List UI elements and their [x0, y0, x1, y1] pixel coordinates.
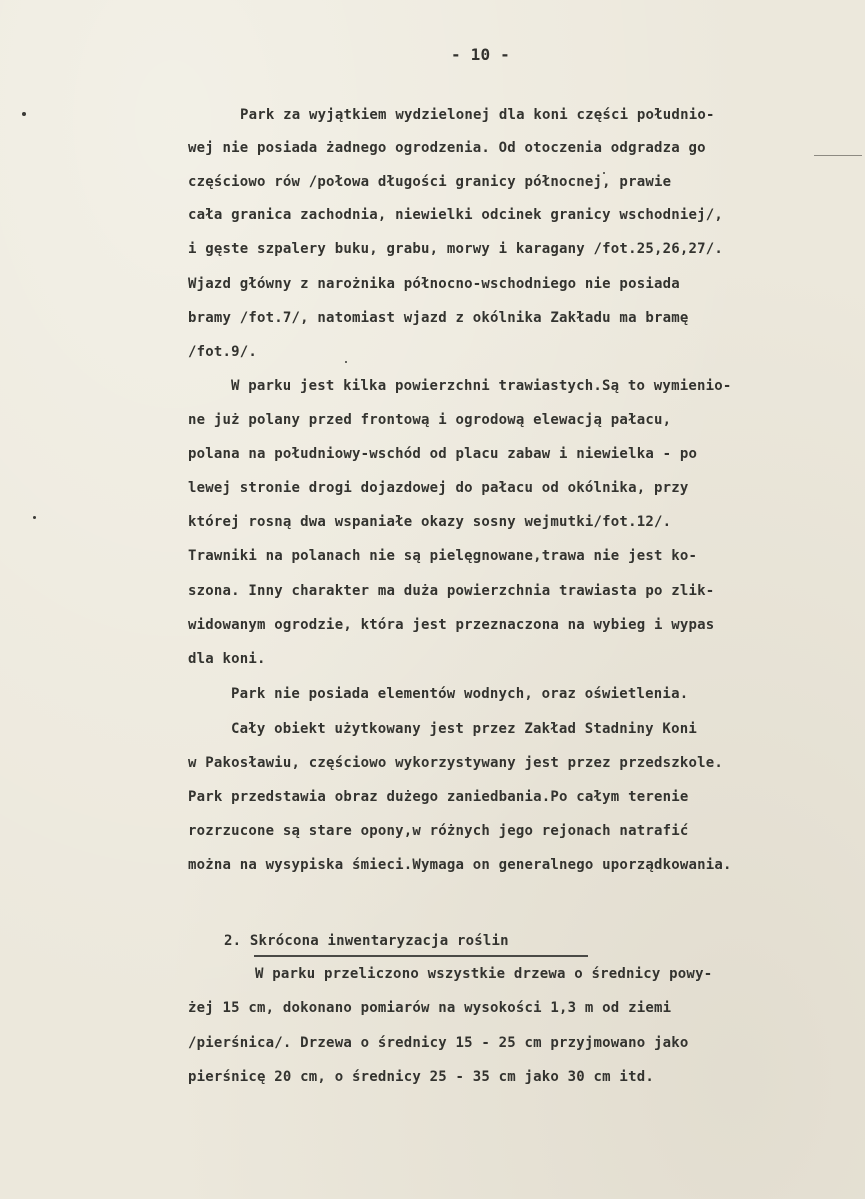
text-line: lewej stronie drogi dojazdowej do pałacu od okólnika, przy	[188, 480, 689, 496]
scan-speck	[33, 516, 36, 519]
section-heading-underline	[254, 955, 588, 957]
text-line: rozrzucone są stare opony,w różnych jego rejonach natrafić	[188, 823, 689, 839]
scan-speck	[22, 112, 26, 116]
text-line: pierśnicę 20 cm, o średnicy 25 - 35 cm jako 30 cm itd.	[188, 1069, 654, 1085]
text-line: Park nie posiada elementów wodnych, oraz oświetlenia.	[231, 686, 689, 702]
scan-stray-line	[814, 155, 862, 156]
text-line: widowanym ogrodzie, która jest przeznaczona na wybieg i wypas	[188, 617, 715, 633]
text-line: żej 15 cm, dokonano pomiarów na wysokości 1,3 m od ziemi	[188, 1000, 672, 1016]
text-line: bramy /fot.7/, natomiast wjazd z okólnika Zakładu ma bramę	[188, 310, 689, 326]
text-line: /pierśnica/. Drzewa o średnicy 15 - 25 cm przyjmowano jako	[188, 1035, 689, 1051]
text-line: w Pakosławiu, częściowo wykorzystywany jest przez przedszkole.	[188, 755, 723, 771]
text-line: Trawniki na polanach nie są pielęgnowane,trawa nie jest ko-	[188, 548, 698, 564]
page-number: - 10 -	[451, 45, 510, 64]
text-line: której rosną dwa wspaniałe okazy sosny wejmutki/fot.12/.	[188, 514, 672, 530]
text-line: można na wysypiska śmieci.Wymaga on generalnego uporządkowania.	[188, 857, 732, 873]
text-line: Park za wyjątkiem wydzielonej dla koni części południo-	[240, 107, 715, 123]
text-line: dla koni.	[188, 651, 266, 667]
text-line: wej nie posiada żadnego ogrodzenia. Od otoczenia odgradza go	[188, 140, 706, 156]
text-line: Cały obiekt użytkowany jest przez Zakład Stadniny Koni	[231, 721, 697, 737]
text-line: ne już polany przed frontową i ogrodową elewacją pałacu,	[188, 412, 672, 428]
text-line: cała granica zachodnia, niewielki odcinek granicy wschodniej/,	[188, 207, 723, 223]
section-heading: 2. Skrócona inwentaryzacja roślin	[224, 933, 509, 949]
text-line: polana na południowy-wschód od placu zabaw i niewielka - po	[188, 446, 698, 462]
text-line: W parku przeliczono wszystkie drzewa o średnicy powy-	[255, 966, 713, 982]
scan-speck	[345, 361, 347, 363]
text-line: częściowo rów /połowa długości granicy północnej, prawie	[188, 174, 672, 190]
scan-speck	[603, 172, 605, 174]
text-line: Park przedstawia obraz dużego zaniedbania.Po całym terenie	[188, 789, 689, 805]
text-line: W parku jest kilka powierzchni trawiastych.Są to wymienio-	[231, 378, 732, 394]
text-line: i gęste szpalery buku, grabu, morwy i karagany /fot.25,26,27/.	[188, 241, 723, 257]
text-line: szona. Inny charakter ma duża powierzchnia trawiasta po zlik-	[188, 583, 715, 599]
text-line: Wjazd główny z narożnika północno-wschodniego nie posiada	[188, 276, 680, 292]
text-line: /fot.9/.	[188, 344, 258, 360]
